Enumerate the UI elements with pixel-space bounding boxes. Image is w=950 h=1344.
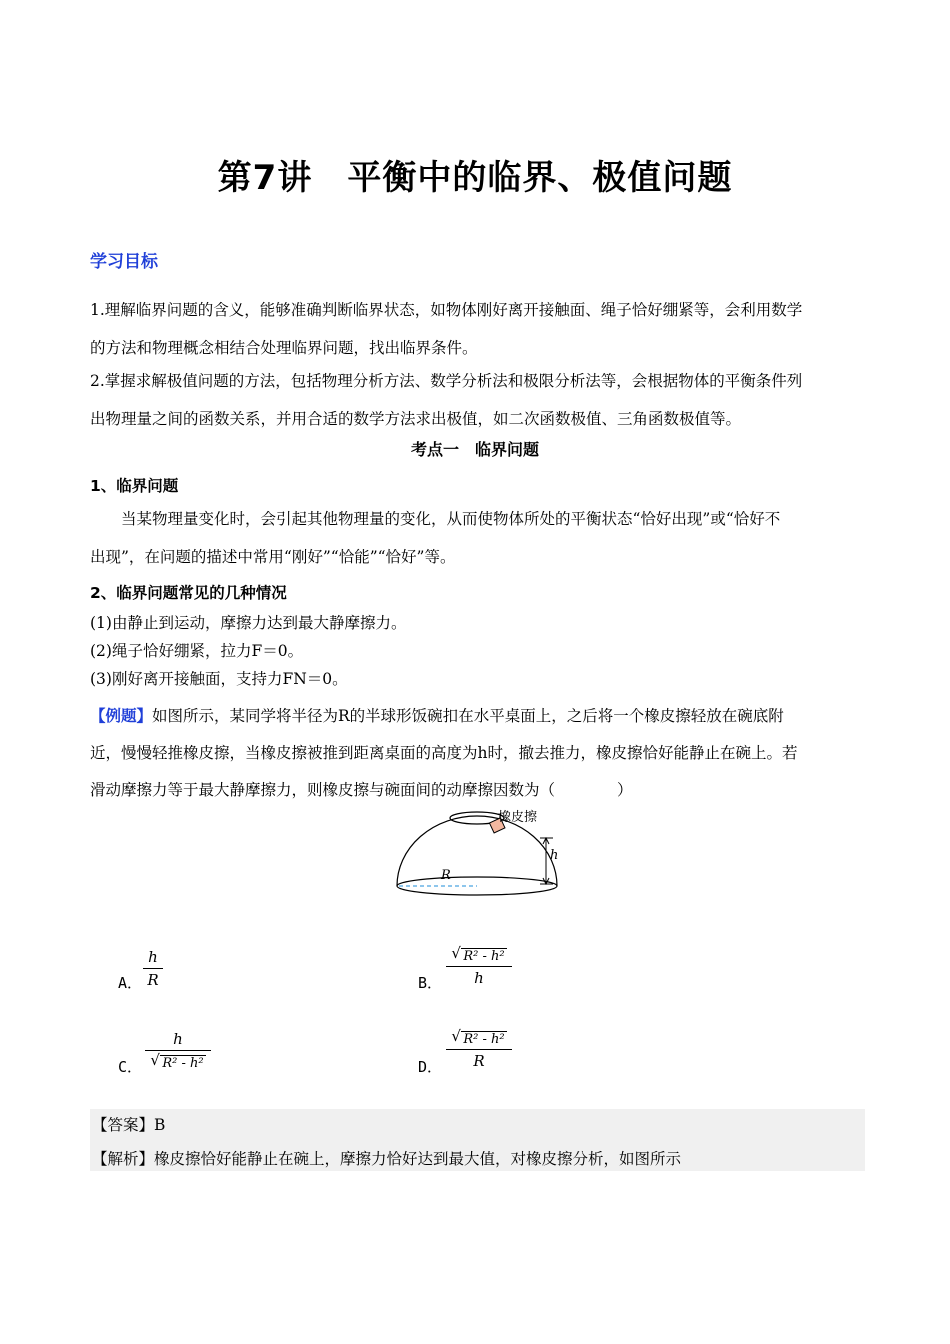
example-tag: 【例题】 (90, 706, 153, 725)
subheading-1: 1、临界问题 (90, 477, 179, 495)
h-label: h (550, 848, 559, 863)
paragraph-line-2: 出现”，在问题的描述中常用“刚好”“恰能”“恰好”等。 (90, 548, 456, 566)
option-d-label[interactable]: D． (418, 1058, 443, 1076)
option-a-denominator: R (147, 971, 159, 989)
option-a-fraction[interactable] (143, 948, 163, 989)
option-a-bar (143, 968, 163, 969)
option-c-fraction[interactable] (145, 1030, 211, 1071)
option-b-label[interactable]: B． (418, 974, 443, 992)
option-d-numerator: √ R² - h² (451, 1027, 505, 1047)
sqrt-icon: √ (150, 1051, 160, 1069)
sqrt-icon: √ (451, 944, 461, 962)
answer-text: 【答案】B (92, 1116, 166, 1134)
goal-1-line-2: 的方法和物理概念相结合处理临界问题，找出临界条件。 (90, 339, 478, 357)
example-line-3: 滑动摩擦力等于最大静摩擦力，则橡皮擦与碗面间的动摩擦因数为（ ） (90, 781, 633, 799)
example-problem (90, 697, 865, 809)
option-b-bar (446, 966, 512, 967)
bowl-outline (397, 816, 557, 886)
analysis-text: 【解析】橡皮擦恰好能静止在碗上，摩擦力恰好达到最大值，对橡皮擦分析，如图所示 (92, 1150, 682, 1168)
goal-1 (90, 291, 865, 367)
option-d-bar (446, 1049, 512, 1050)
subheading-2: 2、临界问题常见的几种情况 (90, 584, 287, 602)
option-d-denominator: R (473, 1052, 485, 1070)
goal-2-line-2: 出物理量之间的函数关系，并用合适的数学方法求出极值，如二次函数极值、三角函数极值等。 (90, 410, 742, 428)
option-c-numerator: h (173, 1030, 183, 1048)
case-3: (3)刚好离开接触面，支持力FN＝0。 (90, 670, 348, 688)
goal-2 (90, 362, 865, 438)
option-b-denominator: h (474, 969, 484, 987)
r-label: R (441, 868, 451, 883)
option-b-numerator: √ R² - h² (451, 944, 505, 964)
option-b-fraction[interactable] (446, 946, 512, 987)
goal-1-line-1: 1.理解临界问题的含义，能够准确判断临界状态，如物体刚好离开接触面、绳子恰好绷紧等，会利用数学 (90, 301, 803, 319)
case-2: (2)绳子恰好绷紧，拉力F＝0。 (90, 642, 304, 660)
section-heading: 考点一 临界问题 (410, 440, 539, 459)
option-c-denominator: √ R² - h² (150, 1051, 204, 1071)
paragraph-line-1: 当某物理量变化时，会引起其他物理量的变化，从而使物体所处的平衡状态“恰好出现”或“恰好不 (121, 510, 781, 528)
case-1: (1)由静止到运动，摩擦力达到最大静摩擦力。 (90, 614, 407, 632)
option-d-fraction[interactable] (446, 1029, 512, 1070)
eraser-label: 橡皮擦 (498, 810, 538, 825)
example-line-1: 如图所示，某同学将半径为R的半球形饭碗扣在水平桌面上，之后将一个橡皮擦轻放在碗底附 (152, 707, 784, 725)
page-title: 第7讲 平衡中的临界、极值问题 (217, 158, 733, 198)
goal-2-line-1: 2.掌握求解极值问题的方法，包括物理分析方法、数学分析法和极限分析法等，会根据物体的平衡条件列 (90, 372, 803, 390)
sqrt-icon: √ (451, 1027, 461, 1045)
example-line-2: 近，慢慢轻推橡皮擦，当橡皮擦被推到距离桌面的高度为h时，撤去推力，橡皮擦恰好能静止在碗上。若 (90, 744, 798, 762)
learning-goals-heading: 学习目标 (90, 252, 158, 272)
option-a-numerator: h (148, 948, 158, 966)
option-c-label[interactable]: C． (118, 1058, 143, 1076)
paragraph-critical (90, 500, 865, 576)
option-a-label[interactable]: A． (118, 974, 143, 992)
bowl-figure (385, 800, 575, 900)
